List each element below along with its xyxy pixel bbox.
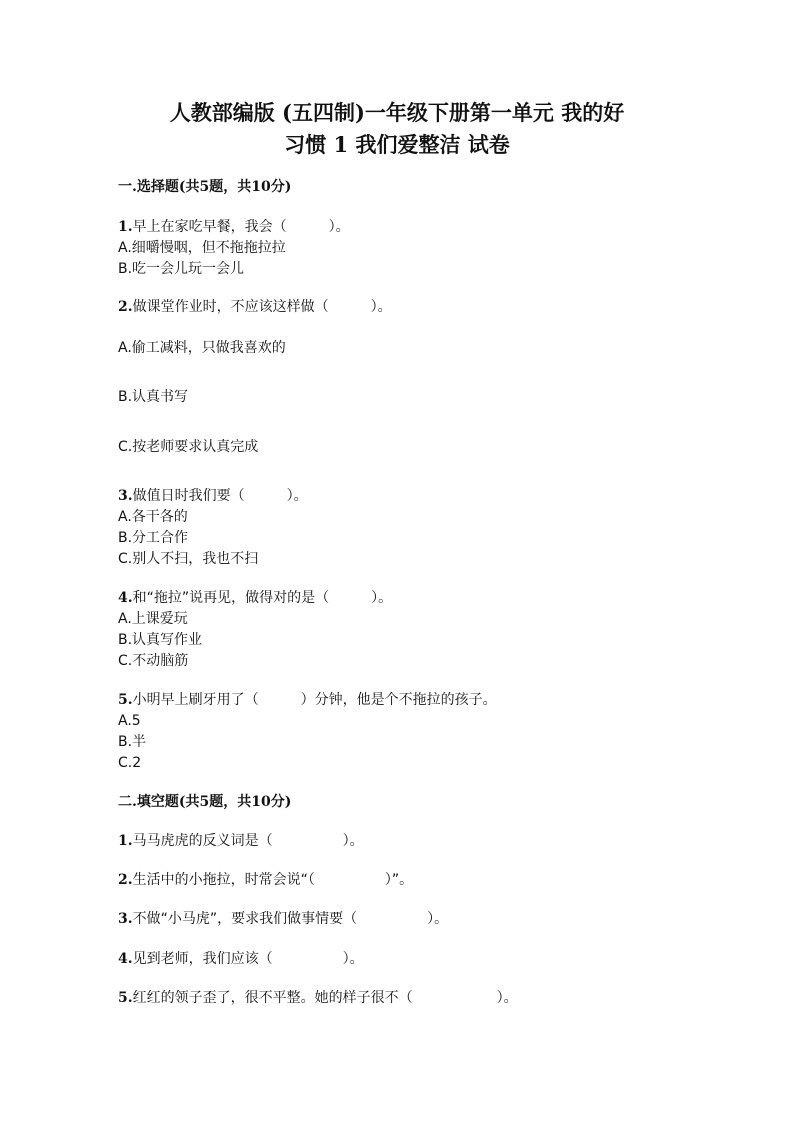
answer-option: B.认真写作业 bbox=[118, 632, 203, 648]
fill-question bbox=[118, 909, 448, 929]
question-number: 4. bbox=[118, 590, 133, 606]
answer-option: A.各干各的 bbox=[118, 509, 188, 525]
answer-option: C.别人不扫，我也不扫 bbox=[118, 551, 259, 567]
question-number: 5. bbox=[118, 990, 133, 1006]
answer-option: C.2 bbox=[118, 755, 142, 771]
question-text: 做值日时我们要（ ）。 bbox=[132, 488, 308, 504]
answer-option: C.不动脑筋 bbox=[118, 653, 189, 669]
answer-option: B.吃一会儿玩一会儿 bbox=[118, 261, 245, 277]
section-heading-fill-blank: 二.填空题(共5题，共10分) bbox=[118, 794, 292, 810]
question-number: 3. bbox=[118, 488, 133, 504]
question-text: 不做“小马虎”，要求我们做事情要（ ）。 bbox=[132, 911, 449, 927]
question-stem bbox=[118, 217, 350, 237]
question-stem bbox=[118, 690, 497, 710]
answer-option: B.半 bbox=[118, 734, 147, 750]
question-text: 早上在家吃早餐，我会（ ）。 bbox=[132, 219, 350, 235]
question-number: 5. bbox=[118, 692, 133, 708]
fill-question bbox=[118, 831, 364, 851]
question-text: 小明早上刷牙用了（ ）分钟，他是个不拖拉的孩子。 bbox=[132, 692, 497, 708]
question-stem bbox=[118, 297, 392, 317]
exam-title-line-2: 习惯 1 我们爱整洁 试卷 bbox=[284, 132, 510, 157]
answer-option: C.按老师要求认真完成 bbox=[118, 439, 259, 455]
answer-option: B.认真书写 bbox=[118, 389, 189, 405]
question-text: 做课堂作业时，不应该这样做（ ）。 bbox=[132, 299, 392, 315]
question-number: 1. bbox=[118, 833, 133, 849]
section-heading-choice: 一.选择题(共5题，共10分) bbox=[118, 179, 292, 195]
question-number: 4. bbox=[118, 951, 133, 967]
answer-option: A.偷工减料，只做我喜欢的 bbox=[118, 340, 286, 356]
question-number: 1. bbox=[118, 219, 133, 235]
fill-question bbox=[118, 949, 364, 969]
fill-question bbox=[118, 988, 518, 1008]
question-text: 和“拖拉”说再见，做得对的是（ ）。 bbox=[132, 590, 393, 606]
answer-option: A.上课爱玩 bbox=[118, 611, 188, 627]
answer-option: A.细嚼慢咽，但不拖拖拉拉 bbox=[118, 240, 286, 256]
question-text: 马马虎虎的反义词是（ ）。 bbox=[132, 833, 364, 849]
question-text: 生活中的小拖拉，时常会说“（ ）”。 bbox=[132, 872, 414, 888]
answer-option: B.分工合作 bbox=[118, 530, 189, 546]
fill-question bbox=[118, 870, 413, 890]
question-text: 红红的领子歪了，很不平整。她的样子很不（ ）。 bbox=[132, 990, 518, 1006]
question-stem bbox=[118, 588, 392, 608]
question-number: 2. bbox=[118, 299, 133, 315]
question-text: 见到老师，我们应该（ ）。 bbox=[132, 951, 364, 967]
question-number: 3. bbox=[118, 911, 133, 927]
exam-title-line-1: 人教部编版 (五四制)一年级下册第一单元 我的好 bbox=[169, 100, 625, 125]
question-number: 2. bbox=[118, 872, 133, 888]
answer-option: A.5 bbox=[118, 713, 141, 729]
question-stem bbox=[118, 486, 308, 506]
